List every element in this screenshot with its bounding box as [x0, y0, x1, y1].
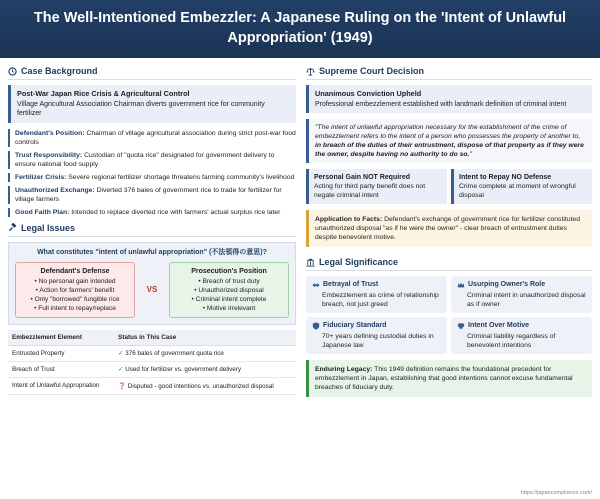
column-header: Embezzlement Element: [8, 330, 114, 346]
significance-card: Fiduciary Standard 70+ years defining custodial duties in Japanese law: [306, 317, 447, 354]
issue-question-box: [8, 242, 296, 325]
defense-box: [15, 262, 135, 318]
positions-comparison: [15, 262, 289, 318]
supreme-court-title: Supreme Court Decision: [319, 66, 425, 76]
brain-icon: [457, 322, 465, 330]
list-item: Trust Responsibility: Custodian of "quota rice" designated for government delivery to ensure national food supply: [8, 151, 296, 169]
holding-boxes: [306, 169, 592, 204]
prosecution-box: [169, 262, 289, 318]
crown-icon: [457, 281, 465, 289]
significance-card: Usurping Owner's Role Criminal intent in unauthorized disposal as if owner: [451, 276, 592, 313]
defense-title: Defendant's Defense: [40, 267, 110, 275]
list-item: Good Faith Plan: Intended to replace diverted rice with farmers' actual surplus rice later: [8, 208, 296, 217]
elements-table: [8, 330, 296, 395]
defense-point: • No personal gain intended: [34, 277, 116, 285]
list-item: Fertilizer Crisis: Severe regional fertilizer shortage threatens farming community's livelihood: [8, 173, 296, 182]
personal-gain-box: Personal Gain NOT Required Acting for third party benefit does not negate criminal intent: [306, 169, 447, 204]
question-icon: ❓: [118, 382, 127, 390]
application-box: Application to Facts: Defendant's exchange of government rice for fertilizer constituted unauthorized disposal "as if he were the owner" - clear breach of entrustment duties despite benevolent motive.: [306, 210, 592, 247]
legal-issues-title: Legal Issues: [21, 222, 76, 233]
legal-significance-heading: [306, 257, 592, 271]
defense-point: • Full intent to repay/replace: [34, 304, 116, 312]
case-background-title: Case Background: [21, 66, 98, 76]
history-icon: [8, 67, 17, 76]
right-column: [306, 66, 592, 397]
intro-text: Village Agricultural Association Chairman diverts government rice for community fertilizer: [17, 100, 265, 117]
legal-significance-title: Legal Significance: [319, 257, 399, 267]
intent-repay-box: Intent to Repay NO Defense Crime complete at moment of wrongful disposal: [451, 169, 592, 204]
check-icon: ✓: [118, 365, 124, 373]
list-item: Defendant's Position: Chairman of village agricultural association during strict post-war food controls: [8, 129, 296, 147]
court-quote: "The intent of unlawful appropriation necessary for the establishment of the crime of embezzlement refers to the intent of a person who possesses the property of another to, in breach of the duties of their entrustment, dispose of that property as if they were the owner, despite having no authority to do so.": [306, 119, 592, 163]
issue-question: What constitutes "intent of unlawful appropriation" (不法領得の意思)?: [37, 248, 267, 256]
column-header: Status in This Case: [114, 330, 296, 346]
significance-card: Intent Over Motive Criminal liability regardless of benevolent intentions: [451, 317, 592, 354]
legal-issues-heading: [8, 223, 296, 237]
gavel-icon: [8, 223, 17, 232]
table-row: Entrusted Property ✓ 376 bales of government quota rice: [8, 345, 296, 361]
defense-point: • Only "borrowed" fungible rice: [30, 295, 120, 303]
significance-grid: [306, 276, 592, 354]
significance-card: Betrayal of Trust Embezzlement as crime of relationship breach, not just greed: [306, 276, 447, 313]
table-header-row: [8, 330, 296, 346]
enduring-legacy-box: Enduring Legacy: This 1949 definition remains the foundational precedent for embezzlement in Japan, establishing that good intentions cannot excuse fundamental breaches of fiduciary duty.: [306, 360, 592, 397]
courthouse-icon: [306, 258, 315, 267]
table-row: Breach of Trust ✓ Used for fertilizer vs. government delivery: [8, 361, 296, 377]
defense-point: • Action for farmers' benefit: [35, 286, 115, 294]
intro-title: Post-War Japan Rice Crisis & Agricultural Control: [17, 89, 190, 98]
versus-label: VS: [146, 285, 158, 294]
prosecution-point: • Breach of trust duty: [198, 277, 260, 285]
supreme-court-heading: [306, 66, 592, 80]
handshake-icon: [312, 281, 320, 289]
table-row: Intent of Unlawful Appropriation ❓ Disputed - good intentions vs. unauthorized disposal: [8, 377, 296, 394]
decision-title: Unanimous Conviction Upheld: [315, 89, 422, 98]
prosecution-point: • Unauthorized disposal: [194, 286, 264, 294]
prosecution-point: • Criminal intent complete: [191, 295, 267, 303]
left-column: [8, 66, 296, 395]
decision-summary: [306, 85, 592, 113]
shield-icon: [312, 322, 320, 330]
source-url: https://japancompliance.com/: [520, 490, 592, 496]
prosecution-title: Prosecution's Position: [191, 267, 267, 275]
case-background-heading: [8, 66, 296, 80]
prosecution-point: • Motive irrelevant: [202, 304, 256, 312]
background-intro: [8, 85, 296, 123]
decision-text: Professional embezzlement established with landmark definition of criminal intent: [315, 100, 567, 108]
scales-icon: [306, 67, 315, 76]
page-title: The Well-Intentioned Embezzler: A Japanese Ruling on the 'Intent of Unlawful Appropriation' (1949): [33, 10, 567, 46]
page-header: [0, 0, 600, 58]
facts-list: [8, 129, 296, 217]
check-icon: ✓: [118, 349, 124, 357]
list-item: Unauthorized Exchange: Diverted 376 bales of government rice to trade for fertilizer for village farmers: [8, 186, 296, 204]
